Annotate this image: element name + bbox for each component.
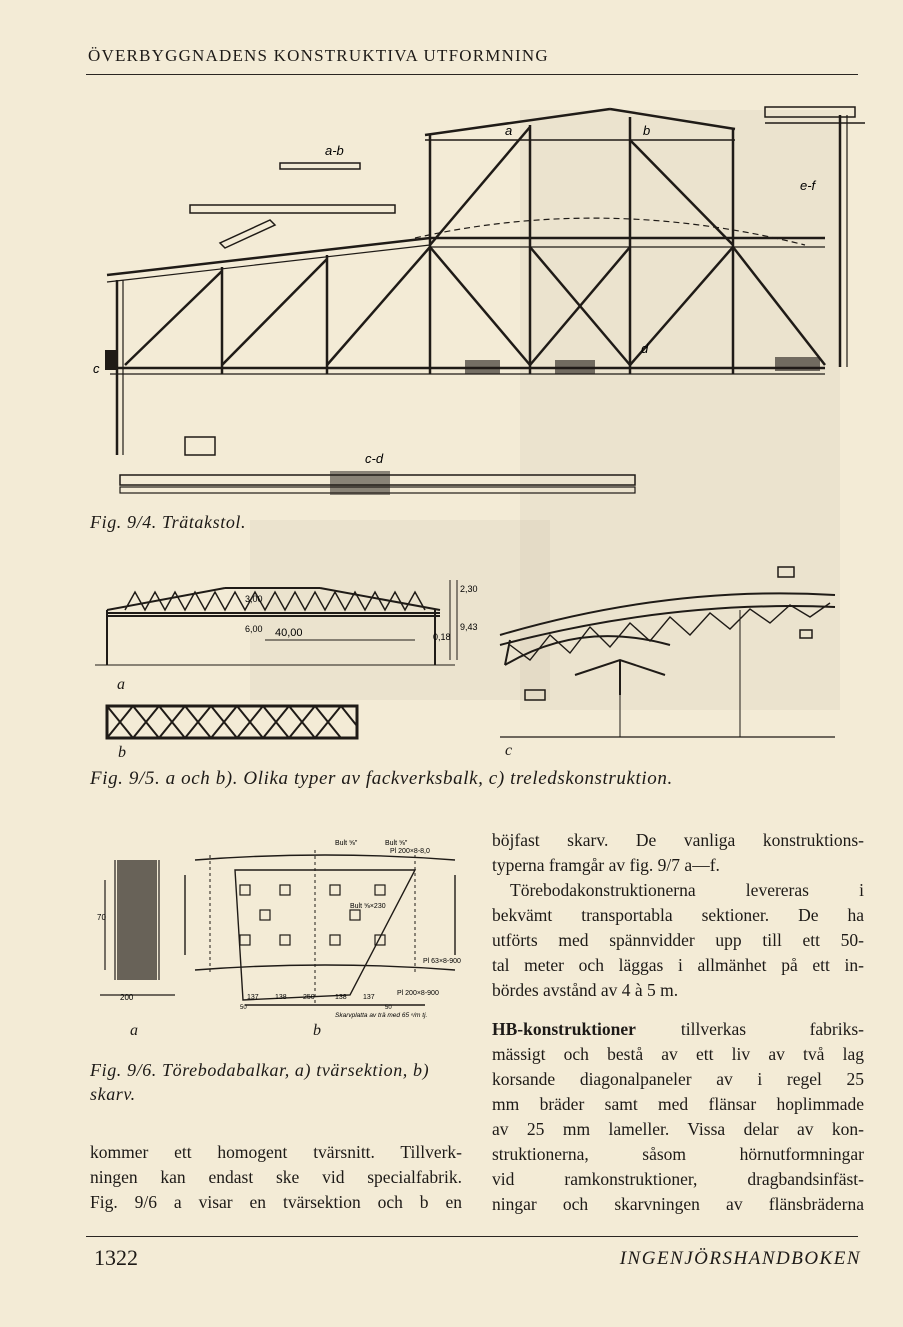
text-line: mm bräder samt med flänsar hoplimmade <box>492 1094 864 1114</box>
running-header: ÖVERBYGGNADENS KONSTRUKTIVA UTFORMNING <box>88 46 549 65</box>
text-line: Törebodakonstruktionerna levereras i <box>510 880 864 900</box>
fig-9-4-label-ef: e-f <box>800 178 816 193</box>
text-line: ningen kan endast ske vid specialfabrik. <box>90 1167 462 1187</box>
fig-9-6-caption: Fig. 9/6. Törebodabalkar, a) tvärsektion, b) skarv. <box>90 1060 430 1104</box>
fig-9-5-dim-2: 2,30 <box>460 584 478 594</box>
fig-9-6a-cross-section <box>95 840 185 1020</box>
text-line: korsande diagonalpaneler av i regel 25 <box>492 1069 864 1089</box>
fig-9-6-d50a: 50 <box>240 1005 247 1011</box>
fig-9-6-skarv-note: Skarvplatta av trä med 65 ⁿ/m tj. <box>335 1012 428 1019</box>
text-line: kommer ett homogent tvärsnitt. Tillverk- <box>90 1142 462 1162</box>
text-line: ningar och skarvningen av flänsbräderna <box>492 1194 864 1214</box>
text-line: böjfast skarv. De vanliga konstruktions- <box>492 830 864 850</box>
fig-9-5-dim-3: 6,00 <box>245 624 263 634</box>
fig-9-5a-lattice-beam <box>95 570 478 675</box>
fig-9-4-truss-drawing <box>85 95 875 515</box>
fig-9-5-label-b: b <box>118 744 126 761</box>
fig-9-6-label-a: a <box>130 1022 138 1039</box>
fig-9-6-d200: 200 <box>120 993 134 1002</box>
fig-9-6-pl1: Pl 200×8-8,0 <box>390 848 430 855</box>
fig-9-4-label-cd: c-d <box>365 451 384 466</box>
fig-9-6-bult2: Bult ⅝" <box>385 840 408 847</box>
fig-9-5-label-a: a <box>117 676 125 693</box>
fig-9-5-dim-4: 0,18 <box>433 632 451 642</box>
fig-9-6-d137b: 137 <box>363 994 375 1001</box>
fig-9-6-d250: 250 <box>303 994 315 1001</box>
footer-rule <box>86 1236 858 1237</box>
fig-9-6-d70: 70 <box>97 913 106 922</box>
text-line <box>492 1017 864 1042</box>
text-line: typerna framgår av fig. 9/7 a—f. <box>492 855 720 875</box>
right-column-text-2 <box>492 878 864 1003</box>
fig-9-4-label-a: a <box>505 123 513 138</box>
fig-9-6-pl2: Pl 63×8-900 <box>423 958 461 965</box>
fig-9-5-label-c: c <box>505 742 513 759</box>
fig-9-6b-splice <box>185 835 470 1030</box>
fig-9-6-pl3: Pl 200×8-900 <box>397 990 439 997</box>
fig-9-4-label-ab: a-b <box>325 143 344 158</box>
page-number: 1322 <box>94 1245 138 1270</box>
fig-9-4-label-c: c <box>93 361 100 376</box>
fig-9-4-label-b: b <box>643 123 651 138</box>
hb-first-rest: tillverkas fabriks- <box>680 1019 864 1039</box>
text-line: bekvämt transportabla sektioner. De ha <box>492 905 864 925</box>
fig-9-6-bult3: Bult ⅝×230 <box>350 903 386 910</box>
fig-9-6-d138a: 138 <box>275 994 287 1001</box>
fig-9-5-dim-1: 3,00 <box>245 594 263 604</box>
fig-9-4-caption: Fig. 9/4. Trätakstol. <box>90 512 247 532</box>
fig-9-5-dim-span: 40,00 <box>275 627 303 639</box>
book-title: INGENJÖRSHANDBOKEN <box>619 1248 861 1269</box>
fig-9-6-bult1: Bult ⅝" <box>335 840 358 847</box>
hb-lead: HB-konstruktioner <box>492 1019 636 1039</box>
fig-9-5-caption: Fig. 9/5. a och b). Olika typer av fackverksbalk, c) treledskonstruktion. <box>90 768 673 789</box>
fig-9-5b-x-braced-beam <box>105 702 360 742</box>
fig-9-5c-three-hinged-arch <box>490 565 850 745</box>
text-line: av 25 mm lameller. Vissa delar av kon- <box>492 1119 864 1139</box>
text-line: mässigt och bestå av ett liv av två lag <box>492 1044 864 1064</box>
right-column-text-1 <box>492 828 864 878</box>
fig-9-4-label-d: d <box>641 341 649 356</box>
fig-9-5-dim-5: 9,43 <box>460 622 478 632</box>
text-line: utförts med spännvidder upp till ett 50- <box>492 930 864 950</box>
text-line: struktionerna, såsom hörnutformningar <box>492 1144 864 1164</box>
right-column-text-3 <box>492 1017 864 1217</box>
text-line: bördes avstånd av 4 à 5 m. <box>492 980 679 1000</box>
text-line: tal meter och läggas i allmänhet på ett in- <box>492 955 864 975</box>
header-rule <box>86 74 858 75</box>
text-line: Fig. 9/6 a visar en tvärsektion och b en <box>90 1192 462 1212</box>
fig-9-6-d50b: 50 <box>385 1005 392 1011</box>
fig-9-6-label-b: b <box>313 1022 321 1039</box>
left-column-text <box>90 1140 462 1215</box>
fig-9-6-d138b: 138 <box>335 994 347 1001</box>
fig-9-6-d137a: 137 <box>247 994 259 1001</box>
text-line: vid ramkonstruktioner, dragbandsinfäst- <box>492 1169 864 1189</box>
